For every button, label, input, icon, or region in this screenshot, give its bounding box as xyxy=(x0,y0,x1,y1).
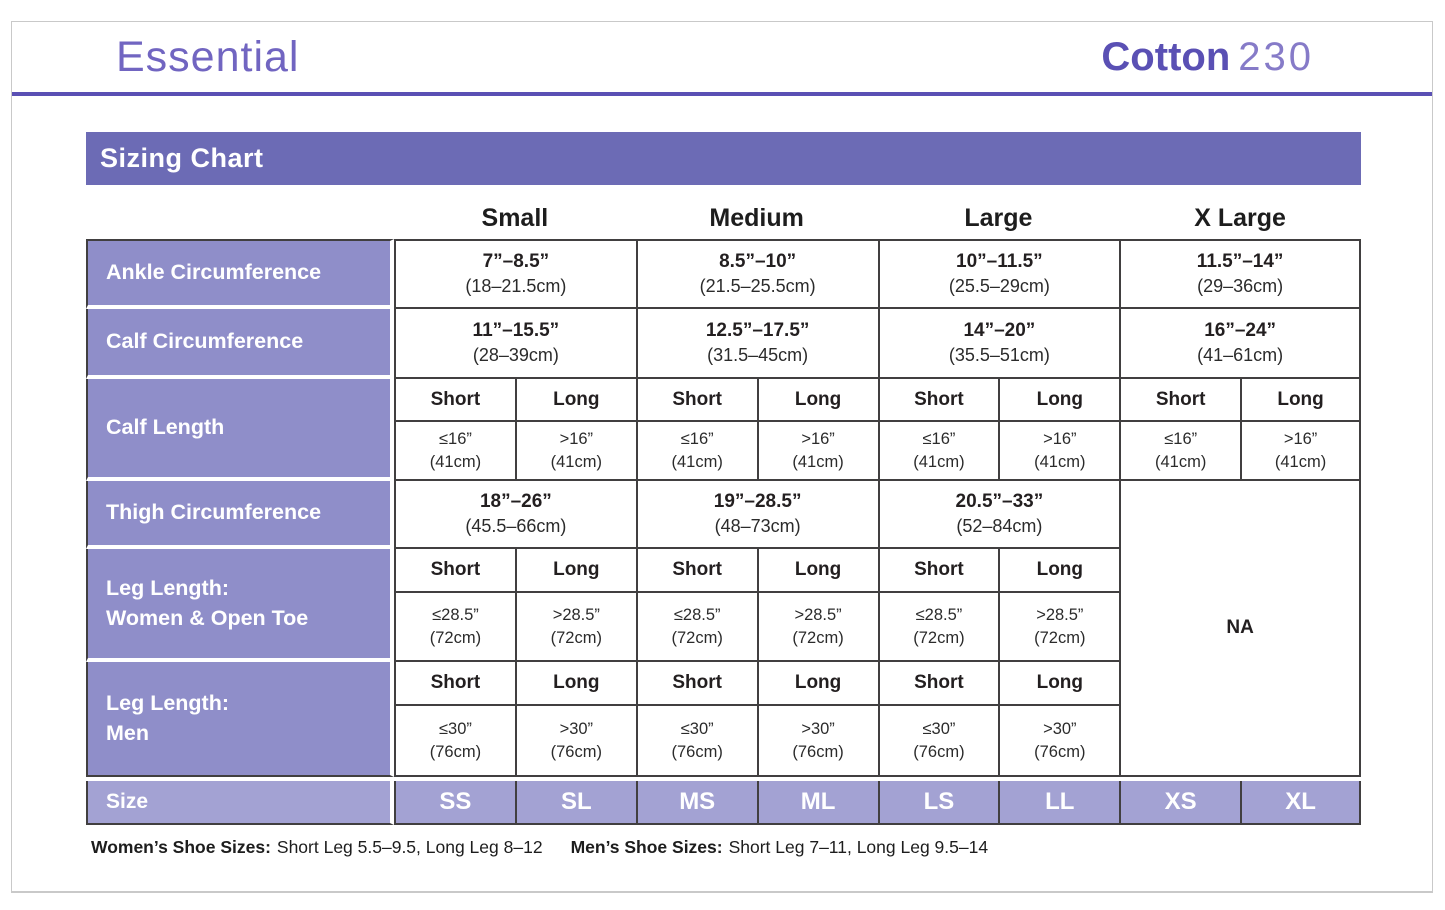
xlarge-na-cell: NA xyxy=(1119,481,1361,777)
row-label-women: Leg Length: Women & Open Toe xyxy=(86,549,394,662)
men-header-short: Short xyxy=(878,662,999,706)
brand-name: Essential xyxy=(116,32,300,81)
calf-length-short-value: ≤16” (41cm) xyxy=(1119,422,1240,481)
row-label-calf-circumference: Calf Circumference xyxy=(86,309,394,379)
calf-circ-xlarge-value: 16”–24” (41–61cm) xyxy=(1119,309,1361,379)
women-short-value: ≤28.5” (72cm) xyxy=(394,593,515,662)
men-header-short: Short xyxy=(636,662,757,706)
men-header-long: Long xyxy=(998,662,1119,706)
calf-circ-medium-value: 12.5”–17.5” (31.5–45cm) xyxy=(636,309,878,379)
calf-circ-large-value: 14”–20” (35.5–51cm) xyxy=(878,309,1120,379)
men-short-value: ≤30” (76cm) xyxy=(878,706,999,777)
col-header-small: Small xyxy=(481,203,549,232)
calf-length-header-long: Long xyxy=(998,379,1119,422)
men-shoe-sizes: Men’s Shoe Sizes: Short Leg 7–11, Long Leg 9.5–14 xyxy=(570,837,989,857)
women-header-short: Short xyxy=(394,549,515,593)
calf-length-header-long: Long xyxy=(1240,379,1361,422)
size-ll: LL xyxy=(998,781,1119,825)
women-header-long: Long xyxy=(998,549,1119,593)
size-ms: MS xyxy=(636,781,757,825)
men-long-value: >30” (76cm) xyxy=(998,706,1119,777)
product-name: Cotton xyxy=(1101,34,1231,79)
men-header-long: Long xyxy=(757,662,878,706)
women-short-value: ≤28.5” (72cm) xyxy=(878,593,999,662)
sizing-chart-banner xyxy=(86,132,1361,185)
col-header-large: Large xyxy=(964,203,1033,232)
product-number: 230 xyxy=(1238,34,1314,79)
calf-length-long-value: >16” (41cm) xyxy=(998,422,1119,481)
men-short-value: ≤30” (76cm) xyxy=(636,706,757,777)
calf-length-short-value: ≤16” (41cm) xyxy=(394,422,515,481)
women-header-short: Short xyxy=(878,549,999,593)
calf-length-header-short: Short xyxy=(636,379,757,422)
women-long-value: >28.5” (72cm) xyxy=(998,593,1119,662)
banner-title: Sizing Chart xyxy=(100,143,264,173)
page-header xyxy=(12,22,1432,92)
product-title xyxy=(1101,35,1314,80)
shoe-sizes-footnote xyxy=(91,837,1432,858)
ankle-large-value: 10”–11.5” (25.5–29cm) xyxy=(878,239,1120,309)
calf-length-header-short: Short xyxy=(394,379,515,422)
men-long-value: >30” (76cm) xyxy=(515,706,636,777)
men-header-short: Short xyxy=(394,662,515,706)
size-row-label: Size xyxy=(86,781,394,825)
sizing-table xyxy=(86,239,1361,777)
col-header-medium: Medium xyxy=(709,203,804,232)
size-ml: ML xyxy=(757,781,878,825)
thigh-large-value: 20.5”–33” (52–84cm) xyxy=(878,481,1120,549)
size-xl: XL xyxy=(1240,781,1361,825)
calf-length-long-value: >16” (41cm) xyxy=(1240,422,1361,481)
women-long-value: >28.5” (72cm) xyxy=(757,593,878,662)
calf-length-long-value: >16” (41cm) xyxy=(515,422,636,481)
size-ls: LS xyxy=(878,781,999,825)
women-long-value: >28.5” (72cm) xyxy=(515,593,636,662)
women-short-value: ≤28.5” (72cm) xyxy=(636,593,757,662)
col-header-xlarge: X Large xyxy=(1194,203,1286,232)
calf-length-short-value: ≤16” (41cm) xyxy=(636,422,757,481)
row-label-calf-length: Calf Length xyxy=(86,379,394,481)
men-short-value: ≤30” (76cm) xyxy=(394,706,515,777)
row-label-thigh: Thigh Circumference xyxy=(86,481,394,549)
size-sl: SL xyxy=(515,781,636,825)
calf-length-header-long: Long xyxy=(757,379,878,422)
men-long-value: >30” (76cm) xyxy=(757,706,878,777)
calf-length-header-short: Short xyxy=(878,379,999,422)
women-header-long: Long xyxy=(515,549,636,593)
men-header-long: Long xyxy=(515,662,636,706)
size-row xyxy=(86,781,1361,825)
thigh-small-value: 18”–26” (45.5–66cm) xyxy=(394,481,636,549)
women-shoe-sizes: Women’s Shoe Sizes: Short Leg 5.5–9.5, Long Leg 8–12 xyxy=(91,837,543,857)
ankle-xlarge-value: 11.5”–14” (29–36cm) xyxy=(1119,239,1361,309)
calf-length-short-value: ≤16” (41cm) xyxy=(878,422,999,481)
page-card xyxy=(11,21,1433,893)
calf-length-header-long: Long xyxy=(515,379,636,422)
row-label-men: Leg Length: Men xyxy=(86,662,394,777)
size-xs: XS xyxy=(1119,781,1240,825)
size-ss: SS xyxy=(394,781,515,825)
ankle-small-value: 7”–8.5” (18–21.5cm) xyxy=(394,239,636,309)
women-header-short: Short xyxy=(636,549,757,593)
size-column-headers xyxy=(86,197,1361,239)
row-label-ankle: Ankle Circumference xyxy=(86,239,394,309)
thigh-medium-value: 19”–28.5” (48–73cm) xyxy=(636,481,878,549)
calf-circ-small-value: 11”–15.5” (28–39cm) xyxy=(394,309,636,379)
calf-length-header-short: Short xyxy=(1119,379,1240,422)
women-header-long: Long xyxy=(757,549,878,593)
ankle-medium-value: 8.5”–10” (21.5–25.5cm) xyxy=(636,239,878,309)
calf-length-long-value: >16” (41cm) xyxy=(757,422,878,481)
header-divider xyxy=(12,92,1432,96)
